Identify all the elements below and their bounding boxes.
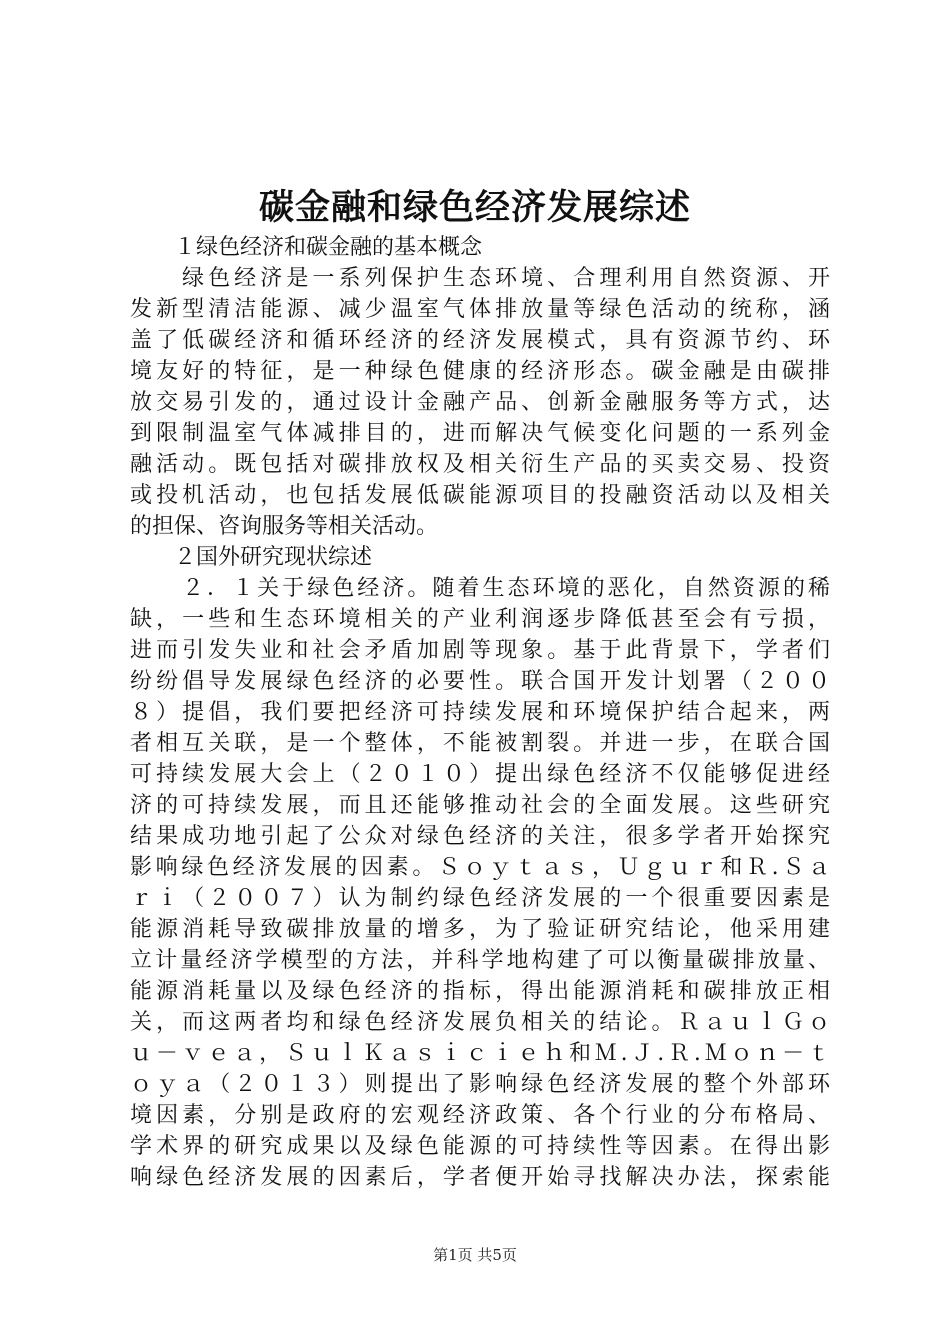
paragraph-line: 进而引发失业和社会矛盾加剧等现象。基于此背景下，学者们 (130, 638, 835, 663)
paragraph-line: 能源消耗导致碳排放量的增多，为了验证研究结论，他采用建 (130, 917, 835, 942)
paragraph-line: 融活动。既包括对碳排放权及相关衍生产品的买卖交易、投资 (130, 452, 835, 477)
paragraph-line: 者相互关联，是一个整体，不能被割裂。并进一步，在联合国 (130, 731, 835, 756)
paragraph-line: 关，而这两者均和绿色经济发展负相关的结论。ＲａｕｌＧｏ (130, 1010, 835, 1035)
paragraph-line: 纷纷倡导发展绿色经济的必要性。联合国开发计划署（２００ (130, 669, 835, 694)
paragraph-line: 发新型清洁能源、减少温室气体排放量等绿色活动的统称，涵 (130, 297, 835, 322)
paragraph-line: 影响绿色经济发展的因素。Ｓｏｙｔａｓ，Ｕｇｕｒ和Ｒ.Ｓａ (130, 855, 834, 880)
paragraph-line: 的担保、咨询服务等相关活动。 (130, 514, 439, 539)
page-footer: 第1页 共5页 (433, 1246, 517, 1264)
document-title: 碳金融和绿色经济发展综述 (258, 187, 691, 228)
paragraph-line: 结果成功地引起了公众对绿色经济的关注，很多学者开始探究 (130, 824, 835, 849)
paragraph-line: 缺，一些和生态环境相关的产业利润逐步降低甚至会有亏损， (130, 607, 835, 632)
section-heading: ２国外研究现状综述 (174, 545, 373, 570)
paragraph-line: 立计量经济学模型的方法，并科学地构建了可以衡量碳排放量、 (130, 948, 834, 973)
paragraph-line: ｕ－ｖｅａ，ＳｕｌＫａｓｉｃｉｅｈ和Ｍ.Ｊ.Ｒ.Ｍｏｎ－ｔ (130, 1041, 834, 1066)
paragraph-line: 盖了低碳经济和循环经济的经济发展模式，具有资源节约、环 (130, 328, 835, 353)
paragraph-line: 境因素，分别是政府的宏观经济政策、各个行业的分布格局、 (130, 1103, 835, 1128)
paragraph-line: 济的可持续发展，而且还能够推动社会的全面发展。这些研究 (130, 793, 835, 818)
paragraph-line: ｏｙａ（２０１３）则提出了影响绿色经济发展的整个外部环 (130, 1072, 835, 1097)
paragraph-line: ８）提倡，我们要把经济可持续发展和环境保护结合起来，两 (130, 700, 835, 725)
paragraph-line: 学术界的研究成果以及绿色能源的可持续性等因素。在得出影 (130, 1134, 835, 1159)
paragraph-first-line: ２．１关于绿色经济。随着生态环境的恶化，自然资源的稀 (182, 576, 834, 601)
paragraph-line: 可持续发展大会上（２０１０）提出绿色经济不仅能够促进经 (130, 762, 835, 787)
paragraph-line: ｒｉ（２００７）认为制约绿色经济发展的一个很重要因素是 (130, 886, 835, 911)
paragraph-line: 境友好的特征，是一种绿色健康的经济形态。碳金融是由碳排 (130, 359, 835, 384)
section-heading: １绿色经济和碳金融的基本概念 (174, 235, 483, 260)
paragraph-line: 响绿色经济发展的因素后，学者便开始寻找解决办法，探索能 (130, 1165, 835, 1190)
paragraph-line: 到限制温室气体减排目的，进而解决气候变化问题的一系列金 (130, 421, 835, 446)
paragraph-first-line: 绿色经济是一系列保护生态环境、合理利用自然资源、开 (182, 266, 835, 291)
document-body (130, 232, 835, 1193)
paragraph-line: 能源消耗量以及绿色经济的指标，得出能源消耗和碳排放正相 (130, 979, 835, 1004)
paragraph-line: 放交易引发的，通过设计金融产品、创新金融服务等方式，达 (130, 390, 835, 415)
paragraph-line: 或投机活动，也包括发展低碳能源项目的投融资活动以及相关 (130, 483, 835, 508)
